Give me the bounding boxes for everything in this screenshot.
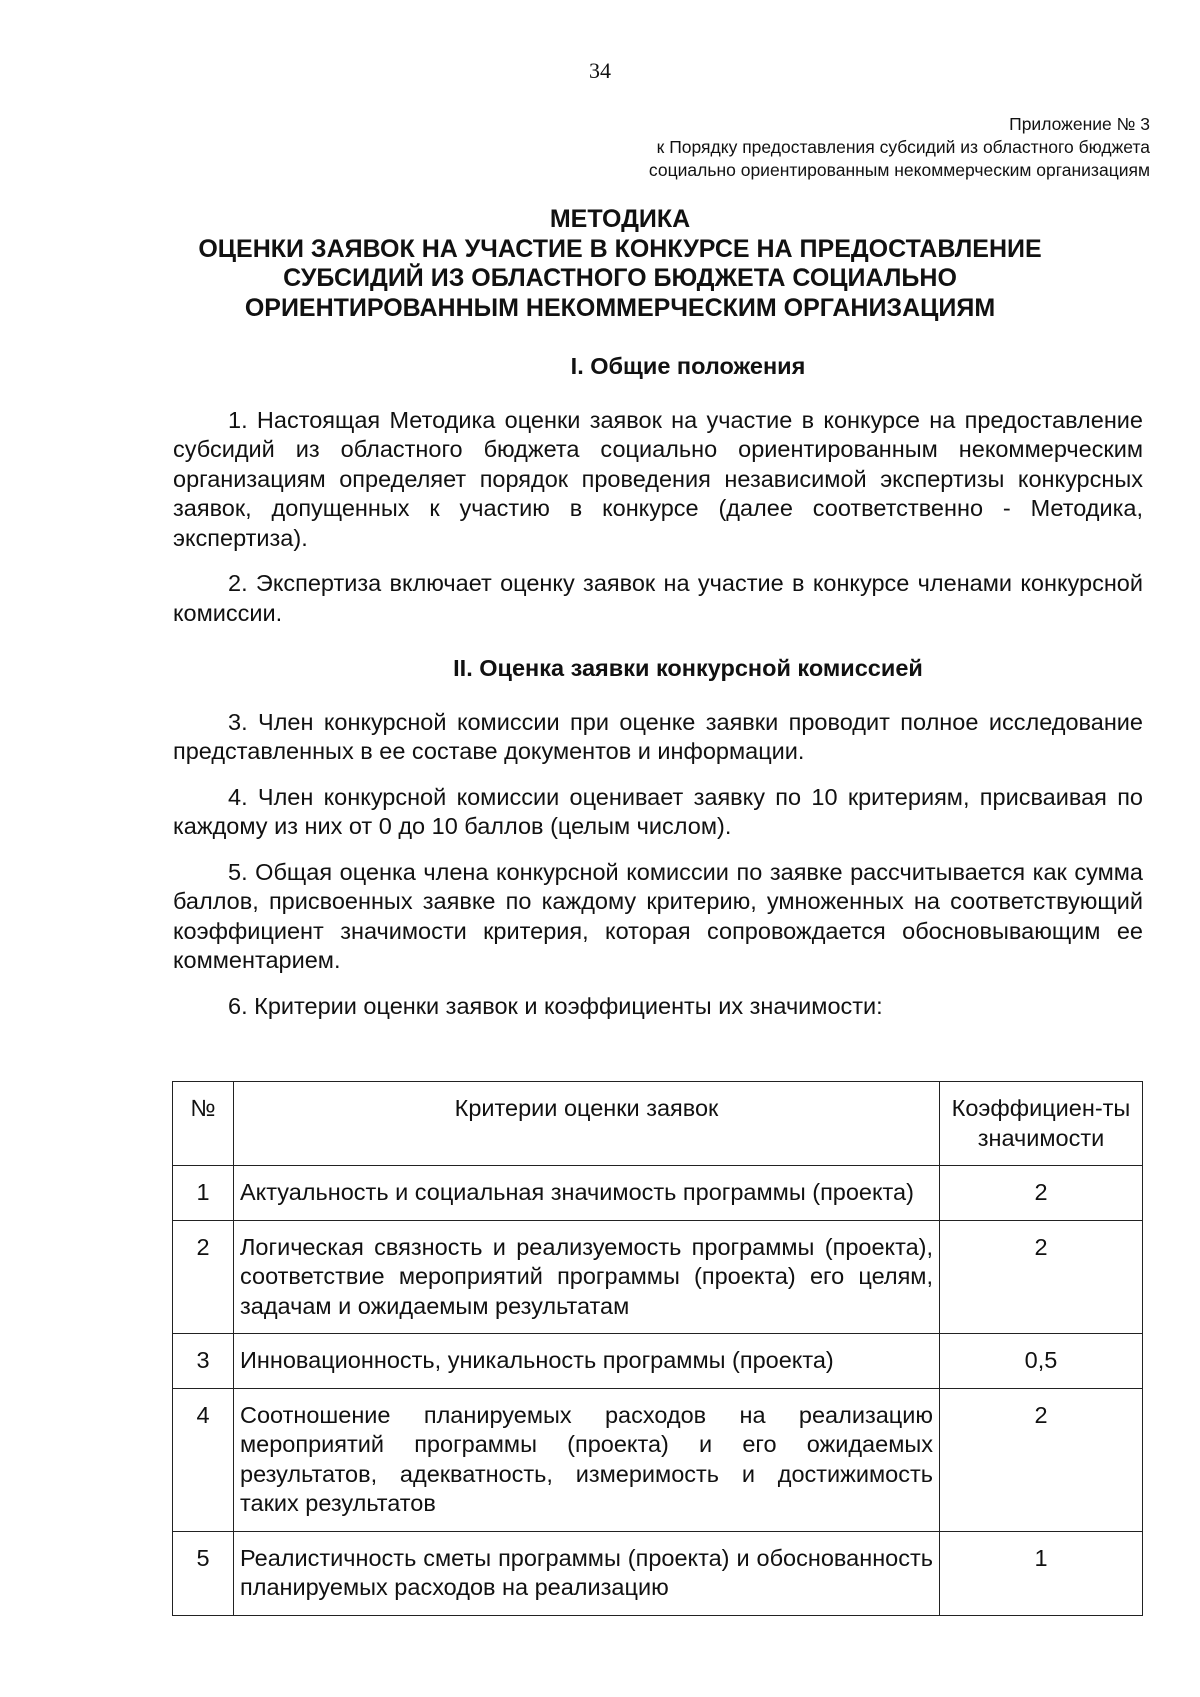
row-criteria: Реалистичность сметы программы (проекта) и обоснованность планируемых расходов на реализацию [234,1531,940,1615]
row-coefficient: 2 [940,1388,1143,1531]
row-number: 5 [173,1531,234,1615]
header-number: № [173,1082,234,1166]
row-coefficient: 2 [940,1220,1143,1334]
row-number: 4 [173,1388,234,1531]
paragraph-2: 2. Экспертиза включает оценку заявок на участие в конкурсе членами конкурсной комиссии. [173,570,1143,626]
appendix-reference [450,113,1150,182]
row-number: 1 [173,1166,234,1221]
table-row [173,1166,1143,1221]
row-coefficient: 0,5 [940,1334,1143,1389]
table-header-row [173,1082,1143,1166]
row-criteria: Актуальность и социальная значимость программы (проекта) [234,1166,940,1221]
row-coefficient: 2 [940,1166,1143,1221]
table-row [173,1388,1143,1531]
table-row [173,1334,1143,1389]
header-criteria: Критерии оценки заявок [234,1082,940,1166]
row-criteria: Инновационность, уникальность программы (проекта) [234,1334,940,1389]
appendix-line-2: к Порядку предоставления субсидий из областного бюджета [656,137,1150,157]
appendix-line-3: социально ориентированным некоммерческим организациям [648,160,1150,180]
title-line-3: СУБСИДИЙ ИЗ ОБЛАСТНОГО БЮДЖЕТА СОЦИАЛЬНО [283,264,957,292]
section-heading-evaluation: II. Оценка заявки конкурсной комиссией [453,655,923,681]
page-number: 34 [589,58,611,83]
header-coefficient: Коэффициен-ты значимости [940,1082,1143,1166]
row-number: 2 [173,1220,234,1334]
table-row [173,1531,1143,1615]
section-heading-general: I. Общие положения [570,353,806,379]
row-number: 3 [173,1334,234,1389]
row-coefficient: 1 [940,1531,1143,1615]
criteria-table [172,1081,1143,1616]
title-line-4: ОРИЕНТИРОВАННЫМ НЕКОММЕРЧЕСКИМ ОРГАНИЗАЦИЯМ [244,293,996,322]
table-row [173,1220,1143,1334]
paragraph-6: 6. Критерии оценки заявок и коэффициенты их значимости: [228,992,883,1019]
paragraph-1: 1. Настоящая Методика оценки заявок на участие в конкурсе на предоставление субсидий из областного бюджета социально ориентированным некоммерческим организациям определяет порядок проведения независимой экспертизы конкурсных заявок, допущенных к участию в конкурсе (далее соответственно - Методика, экспертиза). [173,406,1143,551]
row-criteria: Логическая связность и реализуемость программы (проекта), соответствие мероприятий программы (проекта) его целям, задачам и ожидаемым результатам [234,1220,940,1334]
document-title [140,205,1100,323]
row-criteria: Соотношение планируемых расходов на реализацию мероприятий программы (проекта) и его ожидаемых результатов, адекватность, измеримость и достижимость таких результатов [234,1388,940,1531]
paragraph-3: 3. Член конкурсной комиссии при оценке заявки проводит полное исследование представленных в ее составе документов и информации. [173,708,1143,764]
paragraph-5: 5. Общая оценка члена конкурсной комиссии по заявке рассчитывается как сумма баллов, присвоенных заявке по каждому критерию, умноженных на соответствующий коэффициент значимости критерия, которая сопровождается обосновывающим ее комментарием. [173,858,1143,973]
title-line-2: ОЦЕНКИ ЗАЯВОК НА УЧАСТИЕ В КОНКУРСЕ НА ПРЕДОСТАВЛЕНИЕ [198,234,1042,263]
document-body [173,352,1143,1021]
appendix-line-1: Приложение № 3 [1009,114,1150,134]
title-line-1: МЕТОДИКА [549,205,691,233]
paragraph-4: 4. Член конкурсной комиссии оценивает заявку по 10 критериям, присваивая по каждому из них от 0 до 10 баллов (целым числом). [173,783,1143,839]
